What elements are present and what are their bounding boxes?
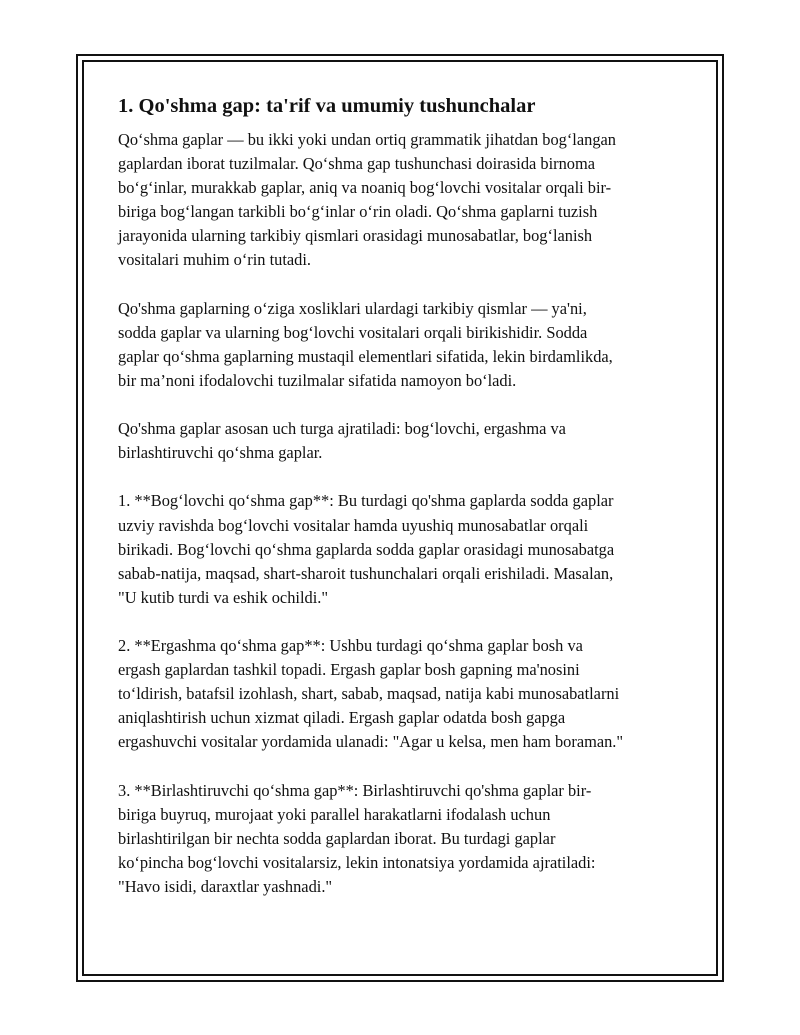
- paragraph-type-2: [118, 634, 688, 754]
- paragraph-line: uzviy ravishda bog‘lovchi vositalar hamda uyushiq munosabatlar orqali: [118, 515, 589, 535]
- paragraph-line: sodda gaplar va ularning bog‘lovchi vositalari orqali birikishidir. Sodda: [118, 322, 588, 342]
- paragraph-line: to‘ldirish, batafsil izohlash, shart, sabab, maqsad, natija kabi munosabatlarni: [118, 684, 620, 704]
- paragraph-line: sabab-natija, maqsad, shart-sharoit tushunchalari orqali erishiladi. Masalan,: [118, 563, 614, 583]
- paragraph-definition: [118, 128, 688, 273]
- paragraph-line: ergash gaplardan tashkil topadi. Ergash gaplar bosh gapning ma'nosini: [118, 660, 580, 680]
- paragraph-line: aniqlashtirish uchun xizmat qiladi. Ergash gaplar odatda bosh gapga: [118, 708, 566, 728]
- paragraph-line: jarayonida ularning tarkibiy qismlari orasidagi munosabatlar, bog‘lanish: [118, 226, 593, 246]
- paragraph-line: 1. **Bog‘lovchi qo‘shma gap**: Bu turdagi qo'shma gaplarda sodda gaplar: [118, 491, 614, 511]
- paragraph-types-intro: [118, 417, 688, 465]
- paragraph-line: ko‘pincha bog‘lovchi vositalarsiz, lekin intonatsiya yordamida ajratiladi:: [118, 852, 596, 872]
- paragraph-line: bir ma’noni ifodalovchi tuzilmalar sifatida namoyon bo‘ladi.: [118, 370, 517, 390]
- paragraph-line: "U kutib turdi va eshik ochildi.": [118, 587, 329, 607]
- paragraph-line: Qo'shma gaplar asosan uch turga ajratiladi: bog‘lovchi, ergashma va: [118, 419, 566, 439]
- paragraph-features: [118, 297, 688, 393]
- paragraph-line: biriga bog‘langan tarkibli bo‘g‘inlar o‘rin oladi. Qo‘shma gaplarni tuzish: [118, 202, 598, 222]
- paragraph-line: ergashuvchi vositalar yordamida ulanadi: "Agar u kelsa, men ham boraman.": [118, 732, 624, 752]
- paragraph-line: Qo‘shma gaplar — bu ikki yoki undan ortiq grammatik jihatdan bog‘langan: [118, 130, 616, 149]
- paragraph-line: gaplar qo‘shma gaplarning mustaqil elementlari sifatida, lekin birdamlikda,: [118, 346, 613, 366]
- paragraph-line: 2. **Ergashma qo‘shma gap**: Ushbu turdagi qo‘shma gaplar bosh va: [118, 635, 583, 655]
- paragraph-line: Qo'shma gaplarning o‘ziga xosliklari ulardagi tarkibiy qismlar — ya'ni,: [118, 298, 587, 318]
- paragraph-line: birlashtirilgan bir nechta sodda gaplardan iborat. Bu turdagi gaplar: [118, 828, 556, 848]
- paragraph-line: biriga buyruq, murojaat yoki parallel harakatlarni ifodalash uchun: [118, 804, 551, 824]
- document-body: [118, 92, 688, 923]
- paragraph-type-3: [118, 779, 688, 899]
- paragraph-line: "Havo isidi, daraxtlar yashnadi.": [118, 876, 333, 896]
- paragraph-line: vositalari muhim o‘rin tutadi.: [118, 250, 312, 270]
- paragraph-line: birikadi. Bog‘lovchi qo‘shma gaplarda sodda gaplar orasidagi munosabatga: [118, 539, 615, 559]
- paragraph-line: 3. **Birlashtiruvchi qo‘shma gap**: Birlashtiruvchi qo'shma gaplar bir-: [118, 780, 592, 800]
- page-title: 1. Qo'shma gap: ta'rif va umumiy tushunchalar: [118, 95, 536, 117]
- paragraph-type-1: [118, 489, 688, 609]
- paragraph-line: gaplardan iborat tuzilmalar. Qo‘shma gap tushunchasi doirasida birnoma: [118, 154, 596, 174]
- paragraph-line: birlashtiruvchi qo‘shma gaplar.: [118, 443, 323, 463]
- paragraph-line: bo‘g‘inlar, murakkab gaplar, aniq va noaniq bog‘lovchi vositalar orqali bir-: [118, 178, 612, 198]
